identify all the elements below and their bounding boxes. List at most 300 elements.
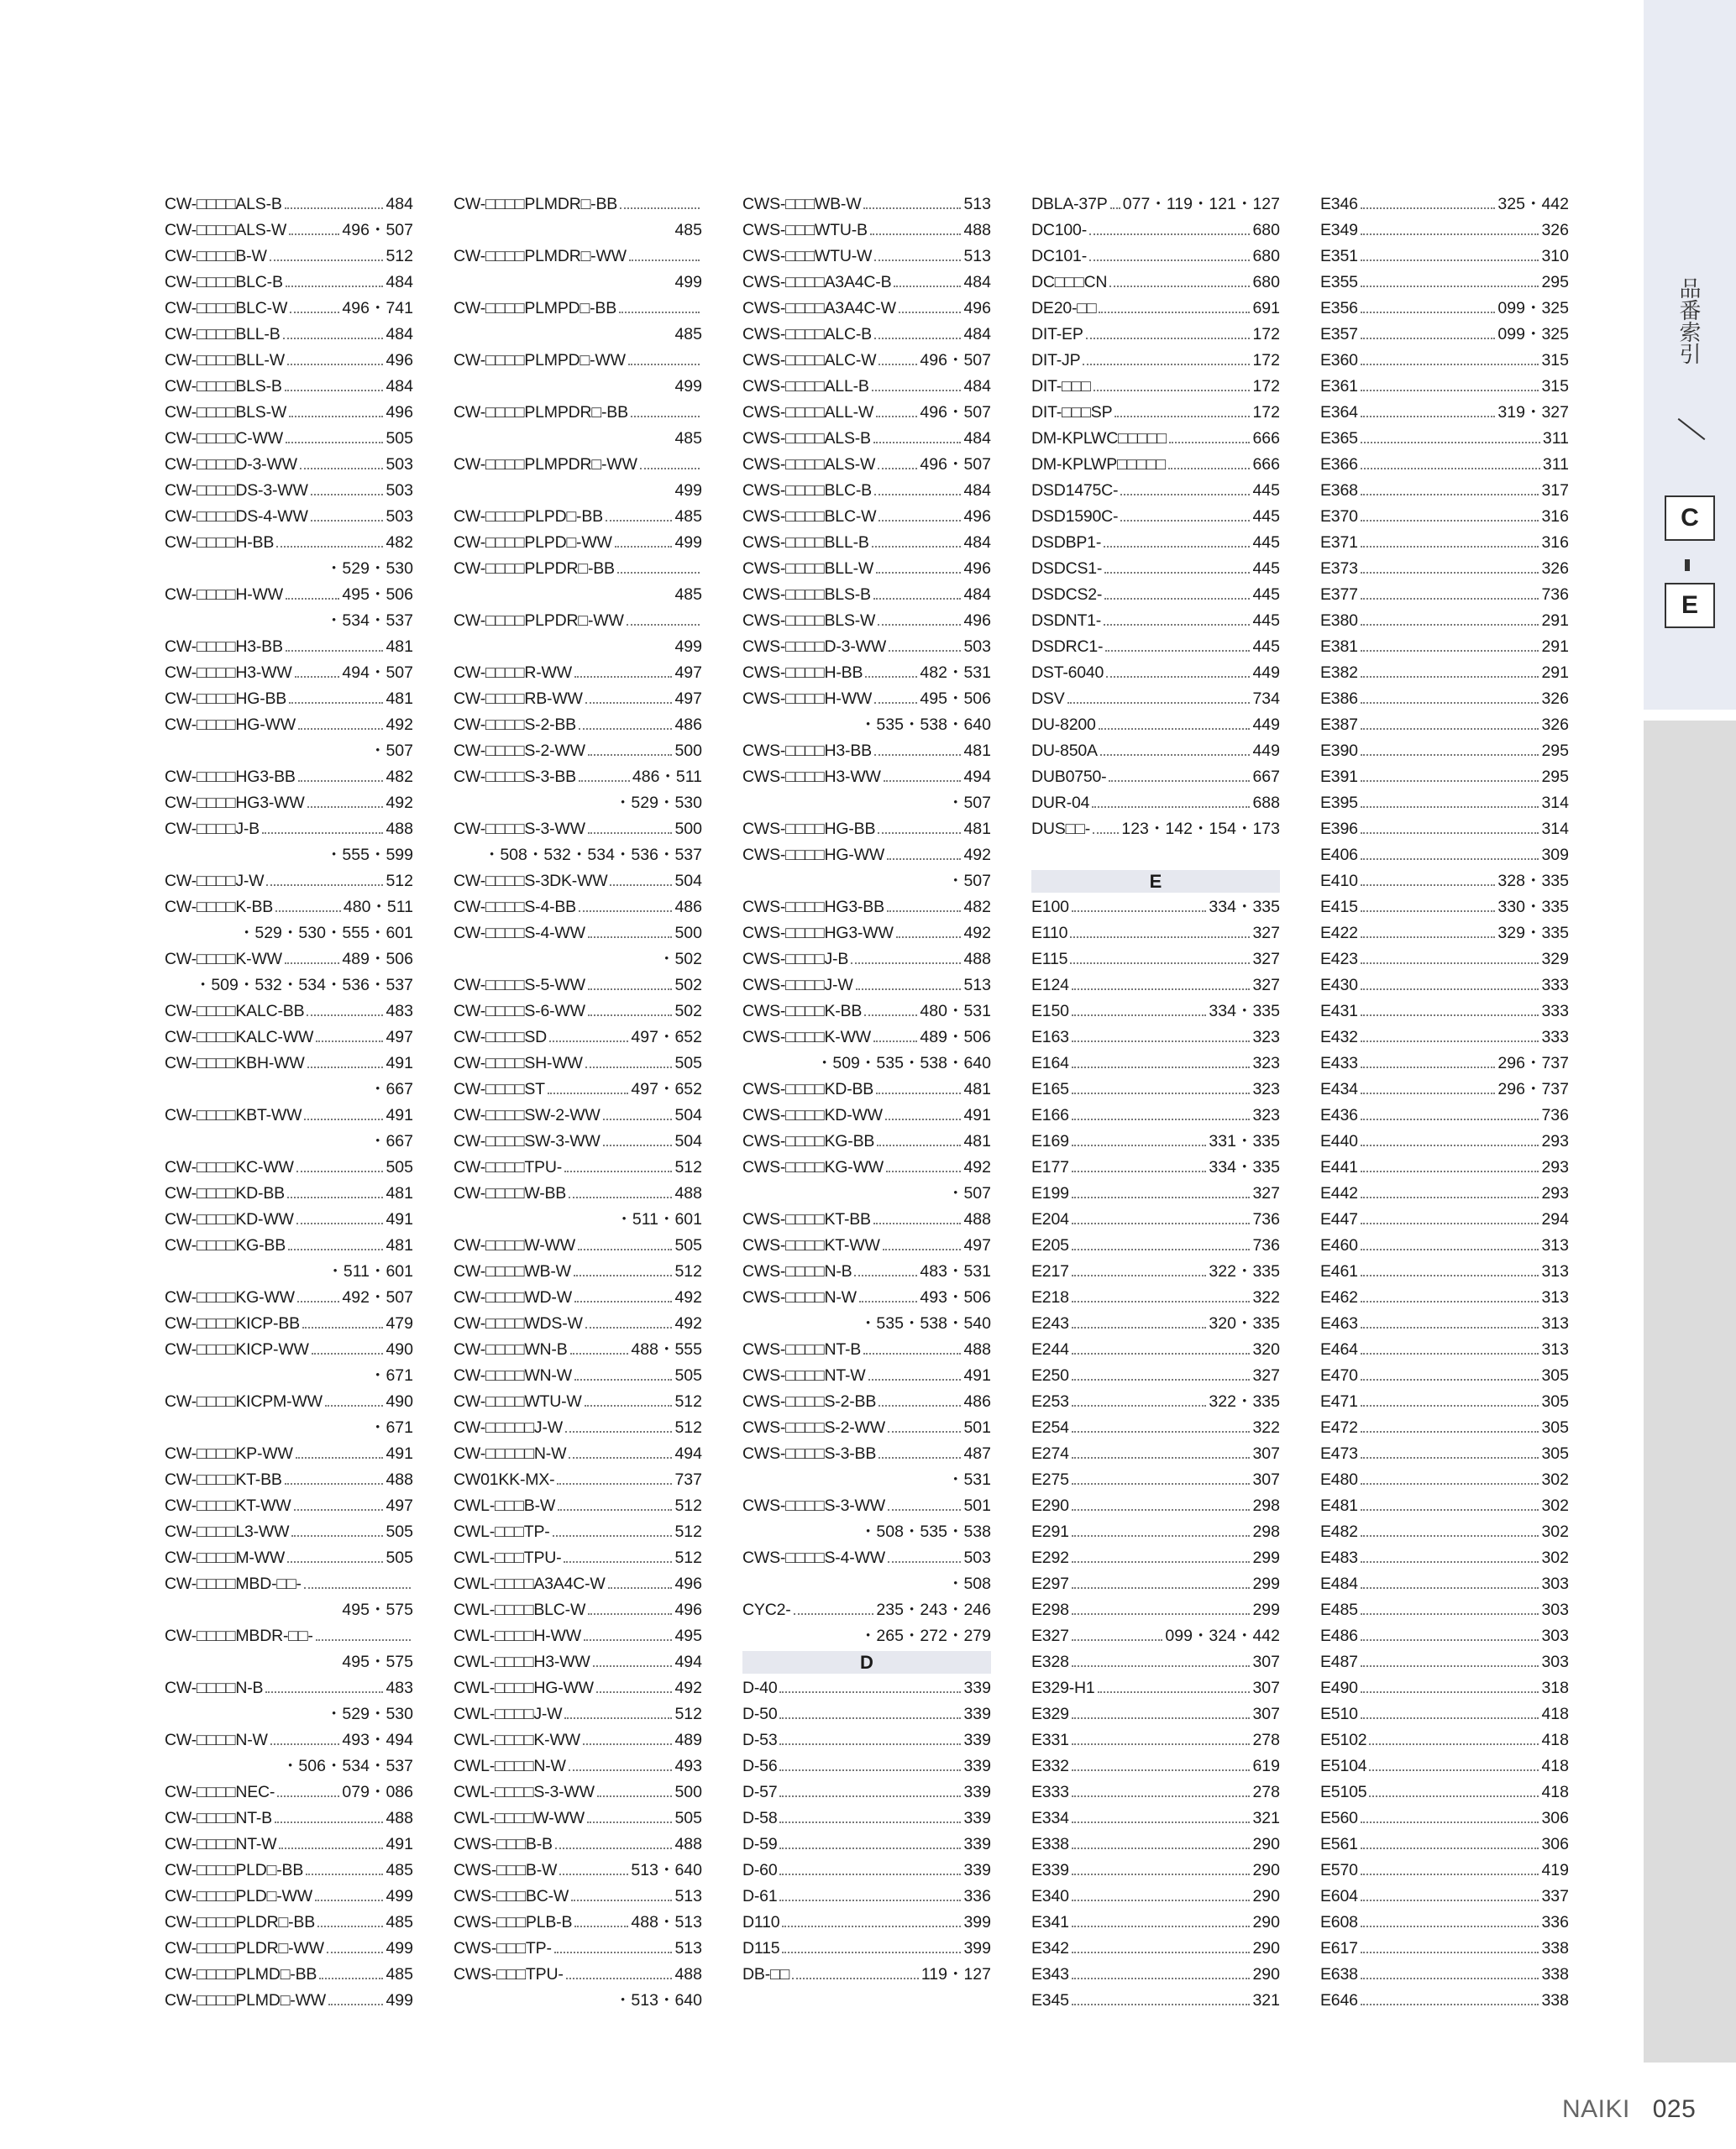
page-ref: 502	[674, 975, 702, 994]
page-ref: 481	[385, 689, 413, 708]
index-entry	[454, 530, 702, 556]
leader-dots	[593, 1665, 673, 1667]
page-ref: 488	[385, 819, 413, 838]
leader-dots	[878, 364, 917, 365]
index-entry	[1320, 296, 1569, 322]
page-ref: 501	[963, 1418, 991, 1437]
leader-dots	[1361, 1067, 1496, 1068]
page-ref: 302	[1541, 1496, 1569, 1515]
part-number: E351	[1320, 246, 1358, 265]
index-entry	[1320, 478, 1569, 504]
leader-dots	[1072, 1145, 1207, 1146]
leader-dots	[878, 624, 961, 626]
leader-dots	[876, 1093, 961, 1094]
index-entry	[1031, 1623, 1280, 1649]
index-entry	[742, 1025, 991, 1051]
page-ref: 334・335	[1209, 1001, 1280, 1020]
index-entry	[1320, 868, 1569, 894]
index-entry	[454, 1545, 702, 1571]
page-ref: 305	[1541, 1418, 1569, 1437]
leader-dots	[1361, 1639, 1539, 1641]
part-number: CW-□□□□KG-BB	[165, 1235, 286, 1255]
index-entry	[1320, 452, 1569, 478]
index-entry	[1031, 1363, 1280, 1389]
leader-dots	[1094, 390, 1251, 391]
leader-dots	[1072, 1327, 1207, 1329]
index-entry	[1320, 1051, 1569, 1077]
leader-dots	[574, 1301, 673, 1303]
page-ref: 734	[1252, 689, 1280, 708]
part-number: CWS-□□□□ALL-B	[742, 376, 869, 396]
index-entry	[1031, 1311, 1280, 1337]
page-ref: 315	[1541, 376, 1569, 396]
index-entry	[1031, 1259, 1280, 1285]
page-ref: 323	[1252, 1053, 1280, 1072]
leader-dots	[1369, 1743, 1539, 1745]
leader-dots	[315, 1900, 383, 1901]
part-number: CW-□□□□HG3-BB	[165, 767, 296, 786]
index-entry	[1320, 1936, 1569, 1962]
part-number: E391	[1320, 767, 1358, 786]
index-entry	[742, 1806, 991, 1832]
page-ref: 499	[385, 1886, 413, 1905]
page-ref: 172	[1252, 376, 1280, 396]
page-ref: ・531	[947, 1470, 991, 1489]
index-entry	[454, 1910, 702, 1936]
part-number: CW-□□□□J-B	[165, 819, 260, 838]
index-entry	[742, 972, 991, 998]
leader-dots	[1361, 364, 1539, 365]
index-page-continuation	[742, 712, 991, 738]
page-ref: 339	[963, 1756, 991, 1775]
leader-dots	[794, 1613, 874, 1615]
part-number: CW-□□□□KC-WW	[165, 1157, 294, 1177]
page-ref: 480・531	[920, 1001, 991, 1020]
part-number: DSD1590C-	[1031, 506, 1119, 526]
part-number: E327	[1031, 1626, 1069, 1645]
index-entry	[1320, 582, 1569, 608]
part-number: E328	[1031, 1652, 1069, 1671]
index-entry	[1031, 634, 1280, 660]
index-entry	[165, 868, 413, 894]
part-number: CW-□□□□PLMPD□-BB	[454, 298, 617, 317]
page-ref: 326	[1541, 558, 1569, 578]
part-number: CWS-□□□□H3-BB	[742, 741, 872, 760]
part-number: E462	[1320, 1287, 1358, 1307]
page-ref: 491	[385, 1834, 413, 1853]
index-entry	[742, 1753, 991, 1779]
page-ref: 295	[1541, 767, 1569, 786]
leader-dots	[874, 494, 962, 495]
part-number: CWS-□□□□S-4-WW	[742, 1548, 885, 1567]
leader-dots	[873, 1040, 917, 1042]
leader-dots	[1072, 1483, 1251, 1485]
index-entry	[742, 218, 991, 244]
index-entry	[1031, 1962, 1280, 1988]
page-ref: 485	[385, 1860, 413, 1879]
leader-dots	[1104, 624, 1250, 626]
page-ref: 485	[674, 428, 702, 448]
page-ref: 445	[1252, 611, 1280, 630]
leader-dots	[1072, 1067, 1251, 1068]
leader-dots	[859, 1301, 918, 1303]
page-ref: 488	[963, 949, 991, 968]
part-number: D-40	[742, 1678, 778, 1697]
index-entry	[1031, 296, 1280, 322]
leader-dots	[287, 364, 384, 365]
index-entry	[1320, 712, 1569, 738]
page-ref: 492	[385, 793, 413, 812]
page-ref: 503	[385, 454, 413, 474]
leader-dots	[283, 338, 384, 339]
part-number: E377	[1320, 584, 1358, 604]
page-ref: 481	[385, 1183, 413, 1203]
index-entry	[1031, 582, 1280, 608]
part-number: CW-□□□□BLC-W	[165, 298, 288, 317]
leader-dots	[884, 780, 962, 782]
leader-dots	[262, 832, 383, 834]
page-ref: ・507	[947, 793, 991, 812]
part-number: CW-□□□□L3-WW	[165, 1522, 290, 1541]
leader-dots	[298, 780, 384, 782]
leader-dots	[279, 1848, 383, 1849]
leader-dots	[1361, 598, 1539, 600]
page-ref: 336	[1541, 1912, 1569, 1931]
page-ref: ・508・532・534・536・537	[483, 845, 702, 864]
page-ref: 449	[1252, 741, 1280, 760]
page-ref: 495・575	[342, 1652, 413, 1671]
part-number: CWL-□□□□A3A4C-W	[454, 1574, 606, 1593]
part-number: E361	[1320, 376, 1358, 396]
page-ref: 323	[1252, 1105, 1280, 1124]
part-number: CW-□□□□H3-WW	[165, 663, 292, 682]
part-number: CW-□□□□BLS-B	[165, 376, 282, 396]
part-number: CW-□□□□PLPD□-WW	[454, 532, 612, 552]
index-entry	[742, 1129, 991, 1155]
index-entry	[165, 1571, 413, 1597]
page-ref: 327	[1252, 1183, 1280, 1203]
part-number: CW-□□□□WDS-W	[454, 1313, 583, 1333]
page-ref: 445	[1252, 506, 1280, 526]
page-ref: 290	[1252, 1912, 1280, 1931]
page-ref: 307	[1252, 1470, 1280, 1489]
leader-dots	[1072, 1665, 1251, 1667]
page-ref: 302	[1541, 1522, 1569, 1541]
leader-dots	[574, 676, 673, 678]
page-ref: 691	[1252, 298, 1280, 317]
index-entry	[454, 1884, 702, 1910]
part-number: DSDRC1-	[1031, 637, 1104, 656]
part-number: DSDBP1-	[1031, 532, 1102, 552]
leader-dots	[864, 1014, 917, 1016]
part-number: CWS-□□□□K-WW	[742, 1027, 872, 1046]
part-number: E415	[1320, 897, 1358, 916]
part-number: E217	[1031, 1261, 1069, 1281]
part-number: CW-□□□□PLMPDR□-BB	[454, 402, 628, 422]
leader-dots	[585, 1405, 673, 1407]
leader-dots	[1361, 884, 1496, 886]
leader-dots	[1361, 962, 1539, 964]
index-entry	[742, 1103, 991, 1129]
page-ref: 338	[1541, 1990, 1569, 2010]
leader-dots	[585, 702, 673, 704]
leader-dots	[851, 962, 961, 964]
part-number: CWS-□□□□H-WW	[742, 689, 873, 708]
part-number: DC100-	[1031, 220, 1087, 239]
leader-dots	[899, 312, 962, 313]
page-ref: 480・511	[343, 897, 413, 916]
leader-dots	[1072, 1040, 1251, 1042]
index-page-continuation	[165, 1649, 413, 1675]
page-ref: 489	[674, 1730, 702, 1749]
leader-dots	[876, 572, 961, 574]
page-ref: 495・506	[342, 584, 413, 604]
index-entry	[1320, 1363, 1569, 1389]
index-entry	[1320, 998, 1569, 1025]
part-number: CW-□□□□NT-B	[165, 1808, 272, 1827]
part-number: D115	[742, 1938, 780, 1958]
page-ref: 445	[1252, 532, 1280, 552]
part-number: CWS-□□□□S-2-BB	[742, 1392, 877, 1411]
leader-dots	[1361, 1509, 1539, 1511]
page-ref: 491	[963, 1365, 991, 1385]
page-ref: 501	[963, 1496, 991, 1515]
page-ref: 736	[1252, 1235, 1280, 1255]
page-ref: 296・737	[1497, 1053, 1569, 1072]
leader-dots	[289, 702, 383, 704]
leader-dots	[548, 1093, 629, 1094]
part-number: DUS□□-	[1031, 819, 1091, 838]
page-number: 025	[1652, 2095, 1697, 2123]
part-number: E485	[1320, 1600, 1358, 1619]
leader-dots	[617, 572, 700, 574]
index-page-continuation	[165, 1701, 413, 1727]
page-ref: 305	[1541, 1392, 1569, 1411]
part-number: CWS-□□□□J-W	[742, 975, 853, 994]
page-ref: 327	[1252, 975, 1280, 994]
page-ref: 485	[385, 1964, 413, 1984]
leader-dots	[863, 1353, 961, 1355]
part-number: CW-□□□□WTU-W	[454, 1392, 582, 1411]
page-ref: 322	[1252, 1418, 1280, 1437]
leader-dots	[291, 1535, 383, 1537]
index-entry	[165, 1207, 413, 1233]
leader-dots	[307, 806, 384, 808]
part-number: CW-□□□□BLL-W	[165, 350, 285, 370]
leader-dots	[286, 286, 384, 287]
leader-dots	[285, 390, 384, 391]
part-number: CWS-□□□□A3A4C-W	[742, 298, 896, 317]
index-entry	[742, 1337, 991, 1363]
part-number: E332	[1031, 1756, 1069, 1775]
part-number: E423	[1320, 949, 1358, 968]
leader-dots	[555, 1848, 673, 1849]
part-number: CWL-□□□TPU-	[454, 1548, 562, 1567]
leader-dots	[294, 1509, 384, 1511]
index-entry	[742, 1389, 991, 1415]
leader-dots	[287, 1561, 383, 1563]
page-ref: 331・335	[1209, 1131, 1280, 1151]
leader-dots	[1072, 1014, 1207, 1016]
part-number: DSD1475C-	[1031, 480, 1119, 500]
part-number: CWS-□□□□KD-BB	[742, 1079, 874, 1098]
index-entry	[742, 1701, 991, 1727]
page-ref: 485	[674, 584, 702, 604]
index-entry	[1320, 1571, 1569, 1597]
leader-dots	[1120, 494, 1250, 495]
index-page-continuation	[454, 1207, 702, 1233]
page-ref: 488	[963, 1209, 991, 1229]
leader-dots	[327, 1952, 384, 1953]
part-number: CW-□□□□KALC-WW	[165, 1027, 314, 1046]
part-number: E275	[1031, 1470, 1069, 1489]
index-entry	[454, 1129, 702, 1155]
leader-dots	[1072, 1353, 1251, 1355]
page-ref: 492	[963, 845, 991, 864]
index-entry	[1031, 1181, 1280, 1207]
index-entry	[1320, 1675, 1569, 1701]
page-ref: 483	[385, 1001, 413, 1020]
page-ref: 505	[385, 1548, 413, 1567]
index-entry	[1320, 1962, 1569, 1988]
part-number: E218	[1031, 1287, 1069, 1307]
part-number: CWS-□□□□HG-WW	[742, 845, 885, 864]
part-number: CW-□□□□KICP-WW	[165, 1339, 309, 1359]
page-ref: ・265・272・279	[859, 1626, 991, 1645]
page-ref: 418	[1541, 1756, 1569, 1775]
part-number: CWS-□□□B-B	[454, 1834, 553, 1853]
index-entry	[1031, 244, 1280, 270]
index-entry	[454, 296, 702, 322]
part-number: CW-□□□□S-4-WW	[454, 923, 585, 942]
page-ref: 327	[1252, 949, 1280, 968]
page-ref: 492・507	[342, 1287, 413, 1307]
page-ref: ・535・538・640	[859, 715, 991, 734]
index-entry	[454, 1103, 702, 1129]
leader-dots	[564, 1561, 672, 1563]
sidebar-lower-panel	[1644, 721, 1736, 2063]
part-number: CW-□□□□PLMPD□-WW	[454, 350, 626, 370]
leader-dots	[888, 1561, 962, 1563]
part-number: E205	[1031, 1235, 1069, 1255]
index-entry	[1031, 322, 1280, 348]
part-number: CWL-□□□TP-	[454, 1522, 550, 1541]
leader-dots	[295, 676, 340, 678]
leader-dots	[1361, 520, 1539, 522]
page-ref: 293	[1541, 1157, 1569, 1177]
index-page-continuation	[742, 1623, 991, 1649]
index-page-continuation	[742, 1571, 991, 1597]
part-number: E380	[1320, 611, 1358, 630]
part-number: CW-□□□□N-B	[165, 1678, 264, 1697]
leader-dots	[1072, 988, 1251, 990]
page-ref: 338	[1541, 1938, 1569, 1958]
part-number: CWS-□□□□HG3-WW	[742, 923, 894, 942]
leader-dots	[1072, 1405, 1207, 1407]
part-number: CW-□□□□NT-W	[165, 1834, 277, 1853]
leader-dots	[286, 598, 339, 600]
part-number: E292	[1031, 1548, 1069, 1567]
leader-dots	[619, 312, 700, 313]
page-ref: 482・531	[920, 663, 991, 682]
index-entry	[1320, 1155, 1569, 1181]
leader-dots	[554, 1952, 673, 1953]
page-ref: 172	[1252, 350, 1280, 370]
index-page-continuation	[165, 1259, 413, 1285]
leader-dots	[574, 1275, 673, 1276]
part-number: CW-□□□□KBT-WW	[165, 1105, 302, 1124]
leader-dots	[1098, 1691, 1251, 1693]
page-ref: 482	[385, 767, 413, 786]
page-ref: 320・335	[1209, 1313, 1280, 1333]
page-ref: 505	[674, 1053, 702, 1072]
part-number: CW-□□□□J-W	[165, 871, 265, 890]
page-ref: 688	[1252, 793, 1280, 812]
index-entry	[1031, 1103, 1280, 1129]
index-entry	[1031, 686, 1280, 712]
leader-dots	[307, 1067, 384, 1068]
index-entry	[165, 660, 413, 686]
part-number: CWS-□□□□KD-WW	[742, 1105, 883, 1124]
index-entry	[1031, 1806, 1280, 1832]
part-number: DBLA-37P	[1031, 194, 1108, 213]
part-number: E422	[1320, 923, 1358, 942]
part-number: CW-□□□□S-2-BB	[454, 715, 576, 734]
page-ref: 099・325	[1497, 324, 1569, 343]
leader-dots	[1361, 1040, 1539, 1042]
index-entry	[165, 1832, 413, 1858]
page-ref: 299	[1252, 1548, 1280, 1567]
leader-dots	[1361, 858, 1539, 860]
index-entry	[454, 868, 702, 894]
index-entry	[1320, 1519, 1569, 1545]
page-ref: 418	[1541, 1704, 1569, 1723]
part-number: E570	[1320, 1860, 1358, 1879]
page-ref: 484	[963, 428, 991, 448]
index-entry	[1320, 1727, 1569, 1753]
leader-dots	[290, 312, 339, 313]
part-number: E490	[1320, 1678, 1358, 1697]
index-entry	[454, 1415, 702, 1441]
index-entry	[165, 764, 413, 790]
leader-dots	[285, 207, 384, 209]
page-ref: 499	[674, 637, 702, 656]
part-number: CW-□□□□PLMD□-WW	[165, 1990, 327, 2010]
part-number: CW-□□□□HG-WW	[165, 715, 296, 734]
part-number: E364	[1320, 402, 1358, 422]
page-ref: 099・325	[1497, 298, 1569, 317]
index-entry	[165, 1467, 413, 1493]
part-number: E164	[1031, 1053, 1069, 1072]
leader-dots	[883, 1249, 962, 1250]
leader-dots	[779, 1769, 961, 1771]
range-end-letter: E	[1665, 583, 1715, 628]
part-number: CW-□□□□MBDR-□□-	[165, 1626, 313, 1645]
page-ref: 298	[1252, 1522, 1280, 1541]
part-number: CW-□□□□BLS-W	[165, 402, 287, 422]
index-entry	[165, 1858, 413, 1884]
leader-dots	[1072, 1171, 1207, 1172]
leader-dots	[874, 754, 962, 756]
page-ref: 496	[385, 350, 413, 370]
page-ref: 278	[1252, 1782, 1280, 1801]
index-page-continuation	[165, 1363, 413, 1389]
index-entry	[742, 296, 991, 322]
part-number: E390	[1320, 741, 1358, 760]
part-number: CWS-□□□PLB-B	[454, 1912, 573, 1931]
page-ref: 505	[385, 428, 413, 448]
page-ref: 499	[674, 480, 702, 500]
